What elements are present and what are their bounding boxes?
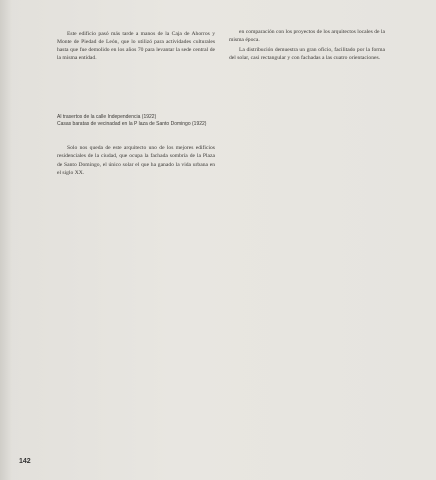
paragraph: Este edificio pasó más tarde a manos de la Caja de Ahorros y Monte de Piedad de León, que lo utilizó para actividades culturales hasta que fue demolido en los años 70 para levantar la sede central de la misma entidad. [57,31,215,62]
binding-shadow [0,0,12,480]
figure-caption [57,114,215,128]
caption-line: Al trasertos de la calle Independencia (1922) [57,114,157,121]
paragraph: en comparación con los proyectos de los arquitectos locales de la misma época. [229,29,385,44]
paragraph: La distribución demuestra un gran oficio, facilitado por la forma del solar, casi rectangular y con fachadas a las cuatro orientaciones. [229,47,385,62]
left-column [57,30,215,179]
paragraph: Solo nos queda de este arquitecto uno de los mejores edificios residenciales de la ciudad, que ocupa la fachada sombría de la Plaza de Santo Domingo, el único solar el que ha ganado la vida urbana en el siglo XX. [57,145,215,176]
right-column [229,28,385,64]
caption-line: Casas baratas de vecinadad en la P laza de Santo Domingo (1922) [57,121,207,128]
page-number: 142 [19,458,31,465]
